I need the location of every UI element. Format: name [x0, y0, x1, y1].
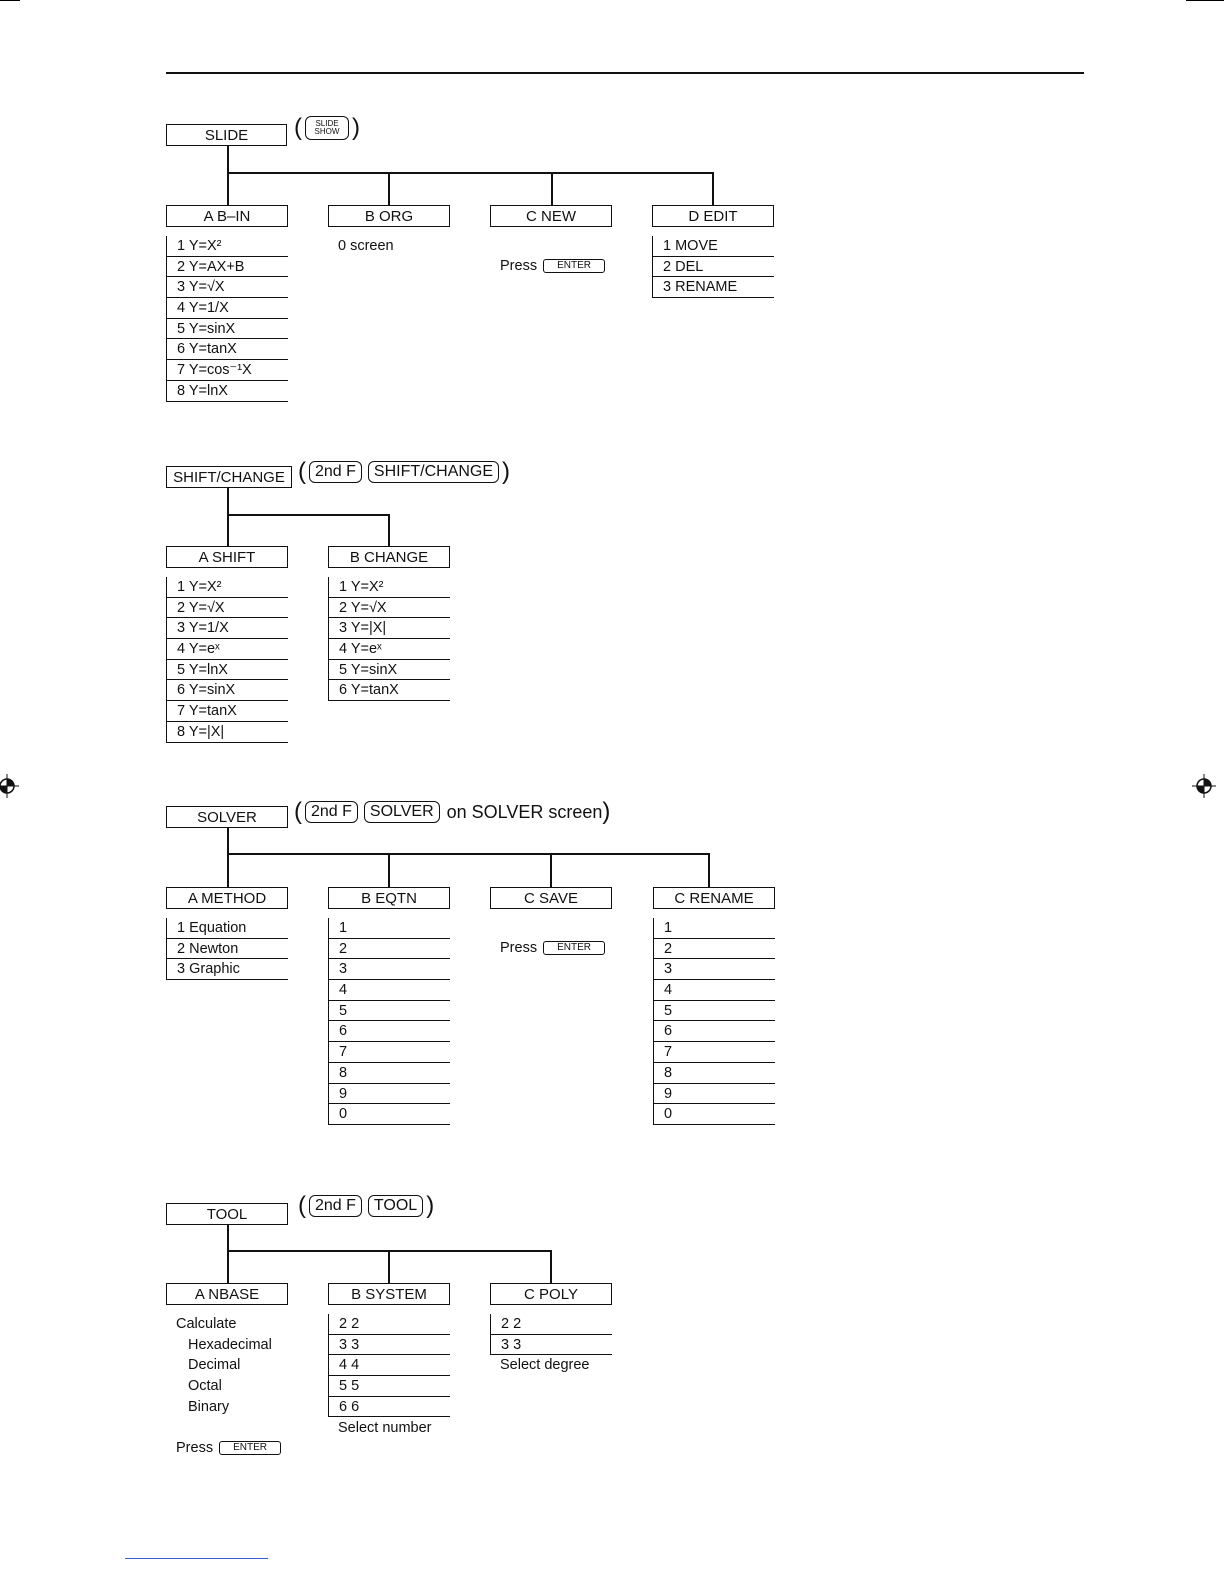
menu-item[interactable]: 6 Y=tanX [329, 680, 450, 701]
menu-item[interactable]: 7 [654, 1042, 775, 1063]
submenu-edit[interactable]: D EDIT [652, 205, 774, 227]
submenu-items [328, 1314, 450, 1417]
submenu-footer-note: Select degree [500, 1357, 590, 1374]
press-label: Press [176, 1440, 214, 1457]
menu-item[interactable]: 2 Y=√X [329, 598, 450, 619]
menu-item[interactable]: 3 Graphic [167, 959, 288, 980]
menu-item[interactable]: 3 Y=1/X [167, 618, 288, 639]
menu-item[interactable]: 4 Y=eˣ [167, 639, 288, 660]
menu-item[interactable]: 8 [329, 1063, 450, 1084]
menu-item[interactable]: 3 3 [491, 1335, 612, 1356]
crop-mark-top-left [0, 0, 20, 1]
key-sequence-slide [294, 116, 360, 140]
menu-item[interactable]: 7 Y=tanX [167, 701, 288, 722]
nbase-line: Binary [188, 1398, 230, 1415]
connector-stem [227, 1224, 229, 1251]
menu-item[interactable]: 8 [654, 1063, 775, 1084]
menu-item[interactable]: 3 Y=√X [167, 277, 288, 298]
close-paren: ) [502, 458, 511, 485]
nbase-line: Octal [188, 1378, 222, 1395]
connector-drop [388, 172, 390, 205]
connector-stem [227, 487, 229, 515]
submenu-shift[interactable]: A SHIFT [166, 546, 288, 568]
calculator-key-solver[interactable]: SOLVER [364, 801, 440, 823]
menu-item[interactable]: 8 Y=|X| [167, 722, 288, 743]
connector-bus [228, 853, 710, 855]
menu-item[interactable]: 1 MOVE [653, 236, 774, 257]
submenu-items [328, 918, 450, 1125]
menu-item[interactable]: 5 Y=lnX [167, 660, 288, 681]
calculator-key-2nd-f[interactable]: 2nd F [309, 461, 362, 483]
nbase-line: Decimal [188, 1357, 241, 1374]
menu-item[interactable]: 0 [329, 1104, 450, 1125]
open-paren: ( [294, 114, 302, 141]
calculator-key-2nd-f[interactable]: 2nd F [309, 1195, 362, 1217]
menu-item[interactable]: 5 Y=sinX [329, 660, 450, 681]
menu-item[interactable]: 3 3 [329, 1335, 450, 1356]
press-enter-note [500, 258, 605, 274]
connector-drop [708, 853, 710, 887]
registration-mark-left-icon [0, 774, 19, 798]
crop-mark-top-right [1186, 0, 1224, 1]
connector-bus [228, 1250, 552, 1252]
connector-drop [550, 853, 552, 887]
submenu-items [490, 1314, 612, 1355]
menu-item[interactable]: 5 [654, 1001, 775, 1022]
menu-item[interactable]: 2 2 [329, 1314, 450, 1335]
enter-key[interactable]: ENTER [543, 941, 605, 955]
hint-text: on SOLVER screen [446, 801, 603, 822]
menu-item[interactable]: 2 Y=AX+B [167, 257, 288, 278]
menu-item[interactable]: 3 RENAME [653, 277, 774, 298]
menu-item[interactable]: 6 [654, 1021, 775, 1042]
menu-item[interactable]: 4 Y=eˣ [329, 639, 450, 660]
menu-item[interactable]: 5 [329, 1001, 450, 1022]
menu-item[interactable]: 3 [654, 959, 775, 980]
menu-root-tool[interactable]: TOOL [166, 1203, 288, 1225]
connector-drop [227, 514, 229, 546]
menu-item[interactable]: 2 Newton [167, 939, 288, 960]
enter-key[interactable]: ENTER [219, 1441, 281, 1455]
connector-drop [388, 853, 390, 887]
menu-item[interactable]: 4 [329, 980, 450, 1001]
connector-drop [227, 853, 229, 887]
menu-item[interactable]: 0 [654, 1104, 775, 1125]
submenu-org[interactable]: B ORG [328, 205, 450, 227]
connector-drop [388, 514, 390, 546]
menu-item[interactable]: 2 Y=√X [167, 598, 288, 619]
submenu-footer-note: Select number [338, 1419, 432, 1436]
submenu-poly[interactable]: C POLY [490, 1283, 612, 1305]
menu-item[interactable]: 6 Y=sinX [167, 680, 288, 701]
key-sequence-solver [294, 800, 610, 824]
key-sequence-shift [298, 460, 510, 484]
submenu-new[interactable]: C NEW [490, 205, 612, 227]
enter-key[interactable]: ENTER [543, 259, 605, 273]
connector-drop [227, 172, 229, 205]
submenu-method[interactable]: A METHOD [166, 887, 288, 909]
connector-drop [388, 1250, 390, 1283]
menu-root-shift[interactable]: SHIFT/CHANGE [166, 466, 292, 488]
menu-item[interactable]: 7 [329, 1042, 450, 1063]
nbase-line: Calculate [176, 1316, 237, 1332]
submenu-items [166, 918, 288, 980]
menu-item[interactable]: 1 [654, 918, 775, 939]
menu-item[interactable]: 2 2 [491, 1314, 612, 1335]
menu-item[interactable]: 1 [329, 918, 450, 939]
menu-item[interactable]: 1 Equation [167, 918, 288, 939]
connector-drop [551, 172, 553, 205]
open-paren: ( [298, 1192, 306, 1219]
submenu-items [166, 577, 288, 743]
submenu-change[interactable]: B CHANGE [328, 546, 450, 568]
connector-drop [712, 172, 714, 205]
submenu-rename[interactable]: C RENAME [653, 887, 775, 909]
submenu-items [653, 918, 775, 1125]
submenu-nbase[interactable]: A NBASE [166, 1283, 288, 1305]
menu-item[interactable]: 7 Y=cos⁻¹X [167, 360, 288, 381]
menu-root-solver[interactable]: SOLVER [166, 806, 288, 828]
submenu-eqtn[interactable]: B EQTN [328, 887, 450, 909]
connector-stem [227, 827, 229, 854]
menu-item[interactable]: 2 [654, 939, 775, 960]
menu-item[interactable]: 1 Y=X² [329, 577, 450, 598]
press-label: Press [500, 258, 538, 274]
connector-drop [550, 1250, 552, 1283]
footer-rule [125, 1558, 268, 1559]
menu-item[interactable]: 9 [654, 1084, 775, 1105]
menu-item[interactable]: 1 Y=X² [167, 236, 288, 257]
menu-item[interactable]: 2 DEL [653, 257, 774, 278]
submenu-note: 0 screen [338, 238, 394, 254]
menu-item[interactable]: 6 6 [329, 1397, 450, 1418]
menu-item[interactable]: 4 Y=1/X [167, 298, 288, 319]
nbase-line: Hexadecimal [188, 1336, 272, 1353]
submenu-save[interactable]: C SAVE [490, 887, 612, 909]
submenu-system[interactable]: B SYSTEM [328, 1283, 450, 1305]
submenu-items [328, 577, 450, 701]
calculator-key-slide-show[interactable]: SLIDE SHOW [305, 116, 349, 140]
menu-item[interactable]: 6 [329, 1021, 450, 1042]
menu-item[interactable]: 5 Y=sinX [167, 319, 288, 340]
calculator-key-2nd-f[interactable]: 2nd F [305, 801, 358, 823]
press-enter-note [176, 1440, 281, 1456]
menu-item[interactable]: 4 [654, 980, 775, 1001]
header-rule [166, 72, 1084, 74]
menu-item[interactable]: 8 Y=lnX [167, 381, 288, 402]
press-label: Press [500, 940, 538, 956]
open-paren: ( [298, 458, 306, 485]
connector-drop [227, 1250, 229, 1283]
close-paren: ) [352, 114, 360, 141]
connector-bus [228, 514, 390, 516]
close-paren: ) [602, 798, 611, 825]
menu-item[interactable]: 9 [329, 1084, 450, 1105]
submenu-items [166, 236, 288, 402]
connector-stem [227, 145, 229, 173]
menu-item[interactable]: 3 [329, 959, 450, 980]
calculator-key-shift-change[interactable]: SHIFT/CHANGE [368, 461, 499, 483]
press-enter-note [500, 940, 605, 956]
key-sequence-tool [298, 1194, 434, 1218]
menu-item[interactable]: 4 4 [329, 1355, 450, 1376]
registration-mark-right-icon [1192, 774, 1216, 798]
menu-item[interactable]: 5 5 [329, 1376, 450, 1397]
menu-item[interactable]: 2 [329, 939, 450, 960]
menu-item[interactable]: 6 Y=tanX [167, 339, 288, 360]
submenu-b-in[interactable]: A B–IN [166, 205, 288, 227]
connector-bus [228, 172, 714, 174]
menu-item[interactable]: 1 Y=X² [167, 577, 288, 598]
calculator-key-tool[interactable]: TOOL [368, 1195, 423, 1217]
menu-root-slide[interactable]: SLIDE [166, 124, 287, 146]
submenu-items [652, 236, 774, 298]
open-paren: ( [294, 798, 302, 825]
menu-item[interactable]: 3 Y=|X| [329, 618, 450, 639]
close-paren: ) [426, 1192, 435, 1219]
